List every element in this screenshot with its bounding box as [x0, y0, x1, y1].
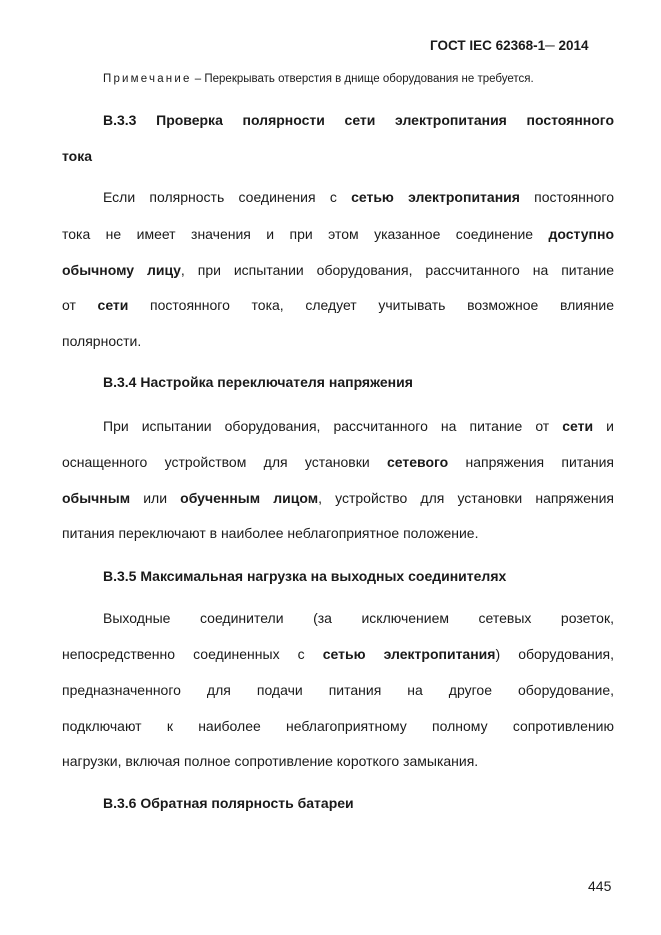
paragraph-line: предназначенного для подачи питания на другое оборудование,: [62, 682, 614, 698]
paragraph-line: подключают к наиболее неблагоприятному полному сопротивлению: [62, 718, 614, 734]
section-heading-b36: В.3.6 Обратная полярность батареи: [103, 795, 354, 811]
document-header: ГОСТ IEC 62368-1─ 2014: [430, 38, 589, 53]
paragraph-line: тока не имеет значения и при этом указанное соединение доступно: [62, 226, 614, 242]
page-number: 445: [588, 878, 612, 894]
paragraph-line: непосредственно соединенных с сетью электропитания) оборудования,: [62, 646, 614, 662]
note-text: – Перекрывать отверстия в днище оборудования не требуется.: [191, 73, 534, 85]
note-label: Примечание: [103, 73, 192, 85]
paragraph-line: оснащенного устройством для установки сетевого напряжения питания: [62, 454, 614, 470]
paragraph-line: полярности.: [62, 333, 142, 349]
paragraph-line: обычному лицу, при испытании оборудования, рассчитанного на питание: [62, 262, 614, 278]
section-heading-b33-cont: тока: [62, 148, 93, 164]
paragraph-line: Если полярность соединения с сетью электропитания постоянного: [103, 189, 614, 205]
section-heading-b34: В.3.4 Настройка переключателя напряжения: [103, 374, 413, 390]
section-heading-b33: В.3.3 Проверка полярности сети электропитания постоянного: [103, 112, 614, 128]
paragraph-line: нагрузки, включая полное сопротивление короткого замыкания.: [62, 753, 479, 769]
note: [103, 73, 534, 85]
paragraph-line: При испытании оборудования, рассчитанного на питание от сети и: [103, 418, 614, 434]
paragraph-line: от сети постоянного тока, следует учитывать возможное влияние: [62, 297, 614, 313]
section-heading-b35: В.3.5 Максимальная нагрузка на выходных соединителях: [103, 568, 507, 584]
paragraph-line: питания переключают в наиболее неблагоприятное положение.: [62, 525, 479, 541]
paragraph-line: обычным или обученным лицом, устройство для установки напряжения: [62, 490, 614, 506]
paragraph-line: Выходные соединители (за исключением сетевых розеток,: [103, 610, 614, 626]
